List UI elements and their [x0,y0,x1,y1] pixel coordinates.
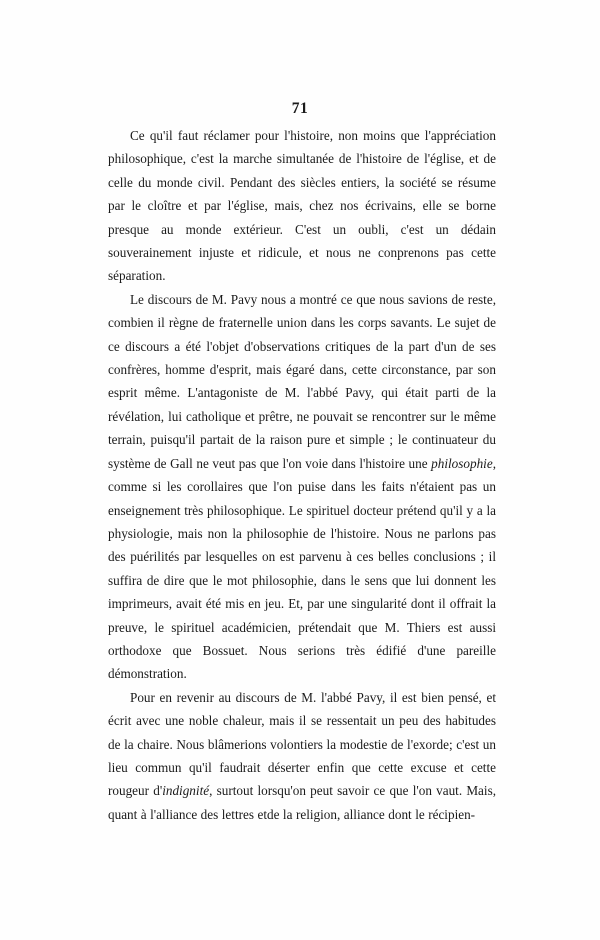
paragraph: Pour en revenir au discours de M. l'abbé Pavy, il est bien pensé, et écrit avec une noble chaleur, mais il se ressentait un peu des habitudes de la chaire. Nous blâmerions volontiers la modestie de l'exorde; c'est un lieu commun qu'il faudrait déserter enfin que cette excuse et cette rougeur d'indignité, surtout lorsqu'on peut savoir ce que l'on vaut. Mais, quant à l'alliance des lettres etde la religion, alliance dont le récipien- [108,689,497,822]
body-text [108,124,496,826]
page-number: 71 [291,100,309,117]
paragraph: Le discours de M. Pavy nous a montré ce que nous savions de reste, combien il règne de fraternelle union dans les corps savants. Le sujet de ce discours a été l'objet d'observations critiques de la part d'un de ses confrères, homme d'esprit, mais égaré dans, cette circonstance, par son esprit même. L'antagoniste de M. l'abbé Pavy, qui était parti de la révélation, lui catholique et prêtre, ne pouvait se rencontrer sur le même terrain, puisqu'il partait de la raison pure et simple ; le continuateur du système de Gall ne veut pas que l'on voie dans l'histoire une philosophie, comme si les corollaires que l'on puise dans les faits n'étaient pas un enseignement très philosophique. Le spirituel docteur prétend qu'il y a la physiologie, mais non la philosophie de l'histoire. Nous ne parlons pas des puérilités par lesquelles on est parvenu à ces belles conclusions ; il suffira de dire que le mot philosophie, dans le sens que lui donnent les imprimeurs, avait été mis en jeu. Et, par une singularité dont il offrait la preuve, le spirituel académicien, prétendait que M. Thiers est aussi orthodoxe que Bossuet. Nous serions très édifié d'une pareille démonstration. [108,291,496,682]
paragraph: Ce qu'il faut réclamer pour l'histoire, non moins que l'appréciation philosophique, c'est la marche simultanée de l'histoire de l'église, et de celle du monde civil. Pendant des siècles entiers, la société se résume par le cloître et par l'église, mais, chez nos écrivains, elle se borne presque au monde extérieur. C'est un oubli, c'est un dédain souverainement injuste et ridicule, et nous ne conprenons pas cette séparation. [108,128,496,284]
